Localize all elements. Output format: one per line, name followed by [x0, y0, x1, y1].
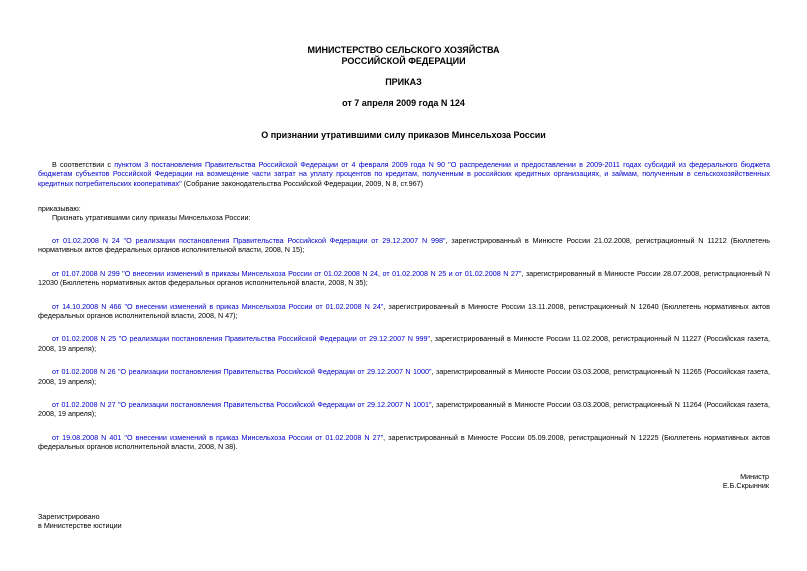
doc-type: ПРИКАЗ	[385, 77, 422, 87]
intro-link-resolution[interactable]: пунктом 3 постановления Правительства Российской Федерации от 4 февраля 2009 года N 90	[114, 160, 445, 169]
list-item	[38, 334, 770, 353]
order-link[interactable]: от 01.07.2008 N 299 "О внесении изменений в приказы Минсельхоза России от 01.02.2008 N 24, от 01.02.2008 N 25 и от 01.02.2008 N 27"	[52, 268, 522, 278]
order-link[interactable]: от 01.02.2008 N 25 "О реализации постановления Правительства Российской Федерации от 29.12.2007 N 999"	[52, 334, 431, 344]
order-details: , зарегистрированный в Минюсте России 11.02.2008, регистрационный N 11227 (Российская газета, 2008, 19 апреля);	[38, 334, 770, 353]
order-details: , зарегистрированный в Минюсте России 05.09.2008, регистрационный N 12225 (Бюллетень нормативных актов федеральных органов исполнительной власти, 2008, N 38).	[38, 432, 770, 452]
registration-block	[38, 512, 122, 531]
order-details: , зарегистрированный в Минюсте России 28.07.2008, регистрационный N 12030 (Бюллетень нормативных актов федеральных органов исполнительной власти, 2008, N 35);	[38, 268, 770, 288]
doc-date-number: от 7 апреля 2009 года N 124	[342, 98, 465, 108]
list-item	[38, 433, 770, 452]
order-details: , зарегистрированный в Минюсте России 03.03.2008, регистрационный N 11265 (Российская газета, 2008, 19 апреля);	[38, 367, 770, 386]
list-item	[38, 269, 770, 288]
order-details: , зарегистрированный в Минюсте России 13.11.2008, регистрационный N 12640 (Бюллетень нормативных актов федеральных органов исполнительной власти, 2008, N 47);	[38, 301, 770, 321]
ministry-line-1: МИНИСТЕРСТВО СЕЛЬСКОГО ХОЗЯЙСТВА	[307, 45, 500, 55]
intro-pre: В соответствии с	[52, 160, 115, 169]
order-link[interactable]: от 01.02.2008 N 24 "О реализации постановления Правительства Российской Федерации от 29.12.2007 N 998"	[52, 236, 446, 245]
order-word: приказываю:	[38, 204, 81, 213]
order-link[interactable]: от 01.02.2008 N 26 "О реализации постановления Правительства Российской Федерации от 29.12.2007 N 1000"	[52, 367, 432, 377]
intro-post: (Собрание законодательства Российской Федерации, 2009, N 8, ст.967)	[181, 178, 424, 188]
ministry-line-2: РОССИЙСКОЙ ФЕДЕРАЦИИ	[341, 56, 466, 66]
order-details: , зарегистрированный в Минюсте России 21.02.2008, регистрационный N 11212 (Бюллетень нормативных актов федеральных органов исполнительной власти, 2008, N 15);	[38, 236, 770, 255]
list-item	[38, 400, 770, 419]
order-link[interactable]: от 01.02.2008 N 27 "О реализации постановления Правительства Российской Федерации от 29.12.2007 N 1001"	[52, 400, 432, 410]
ministry-heading	[0, 45, 807, 67]
intro-paragraph	[38, 160, 770, 188]
order-link[interactable]: от 19.08.2008 N 401 "О внесении изменений в приказ Минсельхоза России от 01.02.2008 N 27"	[52, 432, 384, 442]
order-link[interactable]: от 14.10.2008 N 466 "О внесении изменений в приказ Минсельхоза России от 01.02.2008 N 24"	[52, 301, 384, 311]
list-item	[38, 236, 770, 255]
list-item	[38, 302, 770, 321]
intro-link-title[interactable]: "О распределении и предоставлении в 2009-2011 годах субсидий из федерального бюджета бюджетам субъектов Российской Федерации на возмещение части затрат на уплату процентов по кредитам, полученным в российских кредитных организациях, и займам, полученным в сельскохозяйственных кредитных потребительских кооперативах"	[38, 160, 771, 188]
signature-block	[723, 472, 769, 491]
order-details: , зарегистрированный в Минюсте России 03.03.2008, регистрационный N 11264 (Российская газета, 2008, 19 апреля);	[38, 400, 770, 419]
registration-line-2: в Министерстве юстиции	[38, 521, 122, 531]
registration-line-1: Зарегистрировано	[38, 512, 100, 521]
doc-title: О признании утратившими силу приказов Минсельхоза России	[261, 130, 546, 140]
signatory-name: Е.Б.Скрынник	[722, 481, 769, 491]
repealed-orders-list	[38, 236, 770, 466]
list-item	[38, 367, 770, 386]
recognize-line: Признать утратившими силу приказы Минсельхоза России:	[52, 213, 251, 222]
signatory-position: Министр	[740, 472, 769, 481]
